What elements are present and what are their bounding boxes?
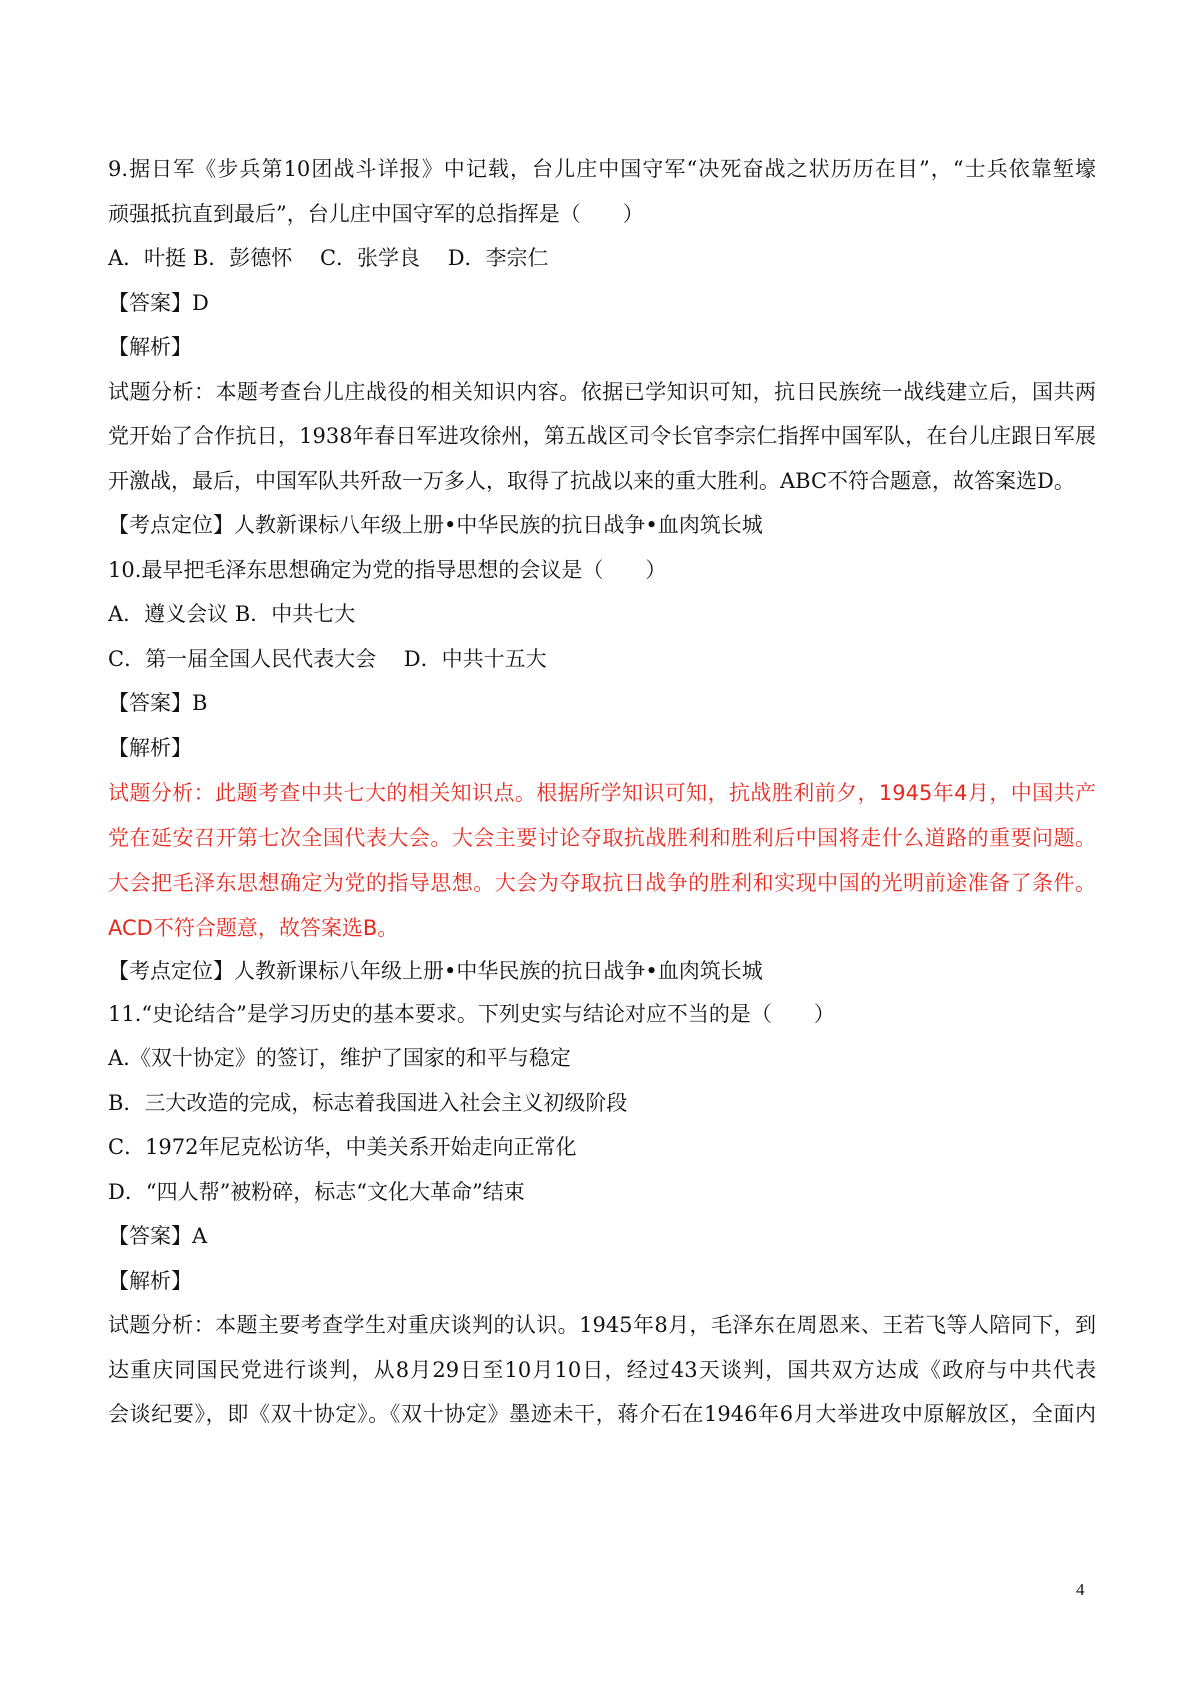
- q10-analysis-line-3: 大会把毛泽东思想确定为党的指导思想。大会为夺取抗日战争的胜利和实现中国的光明前途准备了条件。: [108, 871, 1096, 895]
- q11-option-a: A.《双十协定》的签订，维护了国家的和平与稳定: [108, 1046, 571, 1070]
- q9-stem-line-2: 顽强抵抗直到最后”，台儿庄中国守军的总指挥是（ ）: [108, 202, 644, 226]
- q11-analysis-line-3: 会谈纪要》，即《双十协定》。《双十协定》墨迹未干，蒋介石在1946年6月大举进攻中原解放区，全面内: [108, 1402, 1096, 1426]
- q9-answer: 【答案】D: [108, 291, 209, 315]
- q10-stem: 10.最早把毛泽东思想确定为党的指导思想的会议是（ ）: [108, 558, 667, 582]
- q11-option-b: B．三大改造的完成，标志着我国进入社会主义初级阶段: [108, 1091, 628, 1115]
- q9-analysis-line-3: 开激战，最后，中国军队共歼敌一万多人，取得了抗战以来的重大胜利。ABC不符合题意，故答案选D。: [108, 469, 1075, 493]
- q10-analysis-line-2: 党在延安召开第七次全国代表大会。大会主要讨论夺取抗战胜利和胜利后中国将走什么道路的重要问题。: [108, 826, 1096, 850]
- q11-option-d: D．“四人帮”被粉碎，标志“文化大革命”结束: [108, 1180, 525, 1204]
- q10-options-line-1: A．遵义会议 B．中共七大: [108, 602, 356, 626]
- q10-answer: 【答案】B: [108, 691, 208, 715]
- q10-analysis-line-4: ACD不符合题意，故答案选B。: [108, 916, 399, 940]
- q11-option-c: C．1972年尼克松访华，中美关系开始走向正常化: [108, 1135, 577, 1159]
- q9-stem-line-1: 9.据日军《步兵第10团战斗详报》中记载，台儿庄中国守军“决死奋战之状历历在目”，“士兵依靠堑壕: [108, 157, 1096, 181]
- q11-analysis-line-2: 达重庆同国民党进行谈判，从8月29日至10月10日，经过43天谈判，国共双方达成《政府与中共代表: [108, 1358, 1096, 1382]
- q9-analysis-line-2: 党开始了合作抗日，1938年春日军进攻徐州，第五战区司令长官李宗仁指挥中国军队，在台儿庄跟日军展: [108, 424, 1096, 448]
- q11-analysis-line-1: 试题分析：本题主要考查学生对重庆谈判的认识。1945年8月，毛泽东在周恩来、王若飞等人陪同下，到: [108, 1313, 1096, 1337]
- q9-options: A．叶挺 B．彭德怀 C．张学良 D．李宗仁: [108, 246, 549, 270]
- q10-options-line-2: C．第一届全国人民代表大会 D．中共十五大: [108, 647, 547, 671]
- q11-answer: 【答案】A: [108, 1224, 208, 1248]
- q10-knowledge-point: 【考点定位】人教新课标八年级上册•中华民族的抗日战争•血肉筑长城: [108, 959, 763, 983]
- q10-analysis-label: 【解析】: [108, 736, 192, 760]
- q9-analysis-label: 【解析】: [108, 335, 192, 359]
- q11-analysis-label: 【解析】: [108, 1269, 192, 1293]
- q9-analysis-line-1: 试题分析：本题考查台儿庄战役的相关知识内容。依据已学知识可知，抗日民族统一战线建立后，国共两: [108, 380, 1096, 404]
- q9-knowledge-point: 【考点定位】人教新课标八年级上册•中华民族的抗日战争•血肉筑长城: [108, 513, 763, 537]
- q10-analysis-line-1: 试题分析：此题考查中共七大的相关知识点。根据所学知识可知，抗战胜利前夕，1945年4月，中国共产: [108, 781, 1096, 805]
- q11-stem: 11.“史论结合”是学习历史的基本要求。下列史实与结论对应不当的是（ ）: [108, 1002, 835, 1026]
- page-number: 4: [1076, 1580, 1085, 1599]
